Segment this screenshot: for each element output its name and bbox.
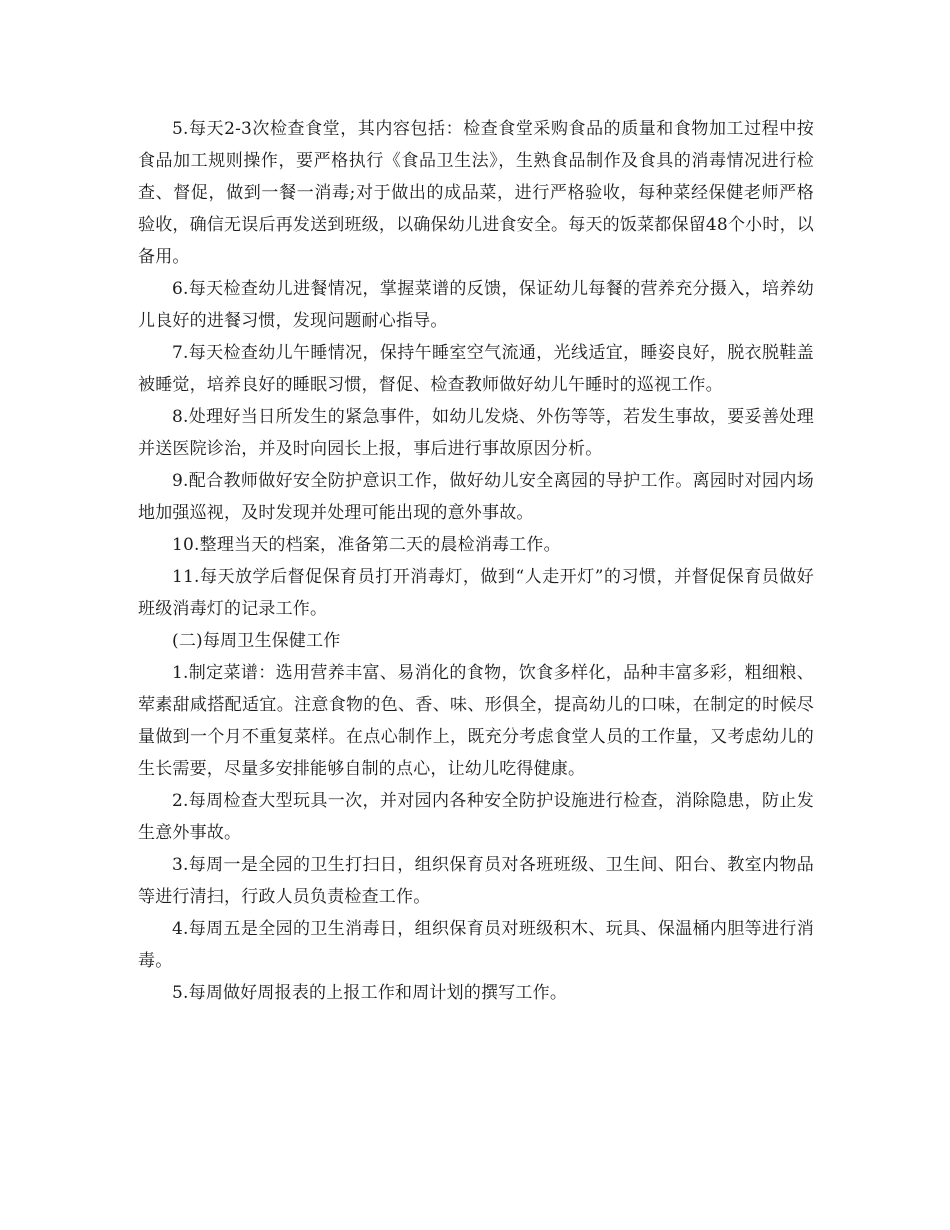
document-page bbox=[138, 113, 814, 1009]
paragraph-toy-inspection: 2.每周检查大型玩具一次，并对园内各种安全防护设施进行检查，消除隐患，防止发生意外事故。 bbox=[138, 791, 814, 843]
paragraph-canteen-inspection: 5.每天2-3次检查食堂，其内容包括：检查食堂采购食品的质量和食物加工过程中按食品加工规则操作，要严格执行《食品卫生法》，生熟食品制作及食具的消毒情况进行检查、督促，做到一餐一消毒;对于做出的成品菜，进行严格验收，每种菜经保健老师严格验收，确信无误后再发送到班级，以确保幼儿进食安全。每天的饭菜都保留48个小时，以备用。 bbox=[138, 119, 814, 267]
paragraph-meal-inspection: 6.每天检查幼儿进餐情况，掌握菜谱的反馈，保证幼儿每餐的营养充分摄入，培养幼儿良好的进餐习惯，发现问题耐心指导。 bbox=[138, 279, 814, 331]
paragraph-archives: 10.整理当天的档案，准备第二天的晨检消毒工作。 bbox=[172, 535, 561, 555]
paragraph-monday-cleaning: 3.每周一是全园的卫生打扫日，组织保育员对各班班级、卫生间、阳台、教室内物品等进行清扫，行政人员负责检查工作。 bbox=[138, 855, 814, 907]
paragraph-emergency-handling: 8.处理好当日所发生的紧急事件，如幼儿发烧、外伤等等，若发生事故，要妥善处理并送医院诊治，并及时向园长上报，事后进行事故原因分析。 bbox=[138, 407, 814, 459]
section-heading-weekly: (二)每周卫生保健工作 bbox=[172, 631, 341, 651]
paragraph-menu-planning: 1.制定菜谱：选用营养丰富、易消化的食物，饮食多样化，品种丰富多彩，粗细粮、荤素甜咸搭配适宜。注意食物的色、香、味、形俱全，提高幼儿的口味，在制定的时候尽量做到一个月不重复菜样。在点心制作上，既充分考虑食堂人员的工作量，又考虑幼儿的生长需要，尽量多安排能够自制的点心，让幼儿吃得健康。 bbox=[138, 663, 814, 779]
paragraph-friday-disinfection: 4.每周五是全园的卫生消毒日，组织保育员对班级积木、玩具、保温桶内胆等进行消毒。 bbox=[138, 919, 814, 971]
paragraph-weekly-report: 5.每周做好周报表的上报工作和周计划的撰写工作。 bbox=[172, 983, 568, 1003]
paragraph-disinfection-lamp: 11.每天放学后督促保育员打开消毒灯，做到“人走开灯”的习惯，并督促保育员做好班级消毒灯的记录工作。 bbox=[138, 567, 814, 619]
paragraph-safety-protection: 9.配合教师做好安全防护意识工作，做好幼儿安全离园的导护工作。离园时对园内场地加强巡视，及时发现并处理可能出现的意外事故。 bbox=[138, 471, 814, 523]
paragraph-nap-inspection: 7.每天检查幼儿午睡情况，保持午睡室空气流通，光线适宜，睡姿良好，脱衣脱鞋盖被睡觉，培养良好的睡眠习惯，督促、检查教师做好幼儿午睡时的巡视工作。 bbox=[138, 343, 814, 395]
